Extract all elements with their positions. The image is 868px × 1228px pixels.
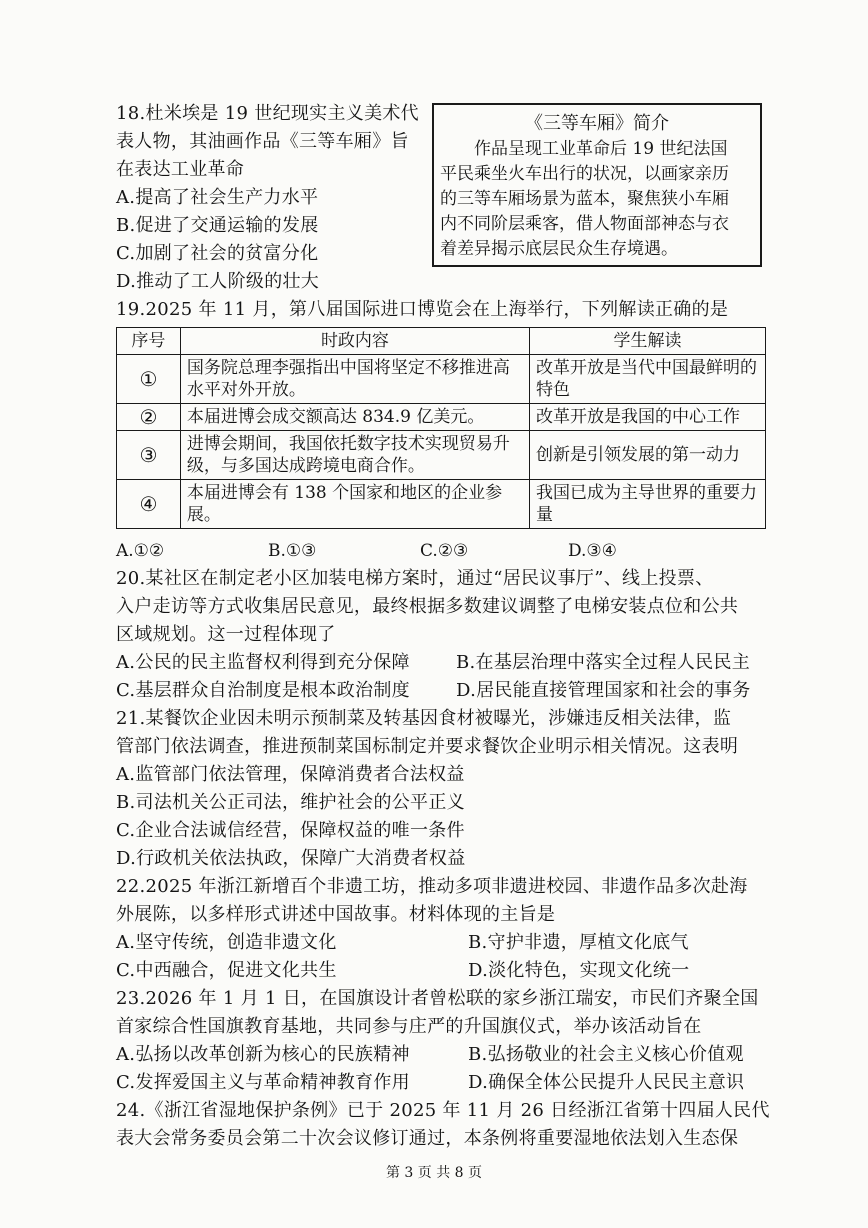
q20-option-b: B.在基层治理中落实全过程人民民主: [456, 652, 751, 673]
q23-stem-line-2: 首家综合性国旗教育基地，共同参与庄严的升国旗仪式，举办该活动旨在: [116, 1016, 702, 1037]
column-header-number: 序号: [117, 328, 181, 355]
q22-option-d: D.淡化特色，实现文化统一: [468, 960, 690, 981]
table-header-row: [117, 328, 766, 355]
row-number: ①: [117, 355, 181, 404]
row-number: ③: [117, 431, 181, 480]
q18-box-line-1: 作品呈现工业革命后 19 世纪法国: [440, 139, 728, 159]
q18-option-a: A.提高了社会生产力水平: [116, 187, 319, 208]
q18-option-c: C.加剧了社会的贫富分化: [116, 243, 319, 264]
q20-stem-line-3: 区域规划。这一过程体现了: [116, 624, 336, 645]
q21-option-b: B.司法机关公正司法，维护社会的公平正义: [116, 792, 465, 813]
q18-stem-line-3: 在表达工业革命: [116, 159, 245, 180]
q21-option-a: A.监管部门依法管理，保障消费者合法权益: [116, 764, 465, 785]
q20-option-d: D.居民能直接管理国家和社会的事务: [456, 680, 751, 701]
q23-stem-line-1: 23.2026 年 1 月 1 日，在国旗设计者曾松联的家乡浙江瑞安，市民们齐聚全国: [116, 988, 759, 1009]
q21-stem-line-1: 21.某餐饮企业因未明示预制菜及转基因食材被曝光，涉嫌违反相关法律，监: [116, 708, 732, 729]
table-row: [117, 480, 766, 529]
column-header-content: 时政内容: [180, 328, 529, 355]
q18-stem-line-1: 18.杜米埃是 19 世纪现实主义美术代: [116, 103, 419, 124]
q24-stem-line-2: 表大会常务委员会第二十次会议修订通过，本条例将重要湿地依法划入生态保: [116, 1128, 739, 1149]
q19-option-b: B.①③: [268, 541, 317, 561]
q20-stem-line-2: 入户走访等方式收集居民意见，最终根据多数建议调整了电梯安装点位和公共: [116, 596, 739, 617]
q20-option-a: A.公民的民主监督权利得到充分保障: [116, 652, 410, 673]
q21-option-c: C.企业合法诚信经营，保障权益的唯一条件: [116, 820, 465, 841]
row-number: ④: [117, 480, 181, 529]
q23-option-b: B.弘扬敬业的社会主义核心价值观: [468, 1044, 744, 1065]
page-footer: 第 3 页 共 8 页: [385, 1165, 483, 1181]
q22-option-b: B.守护非遗，厚植文化底气: [468, 932, 689, 953]
q18-box-line-4: 内不同阶层乘客，借人物面部神态与衣: [440, 214, 729, 234]
row-reading: 改革开放是我国的中心工作: [530, 404, 766, 431]
q23-option-c: C.发挥爱国主义与革命精神教育作用: [116, 1072, 410, 1093]
row-reading: 创新是引领发展的第一动力: [530, 431, 766, 480]
q19-stem: 19.2025 年 11 月，第八届国际进口博览会在上海举行，下列解读正确的是: [116, 299, 729, 320]
q18-stem-line-2: 表人物，其油画作品《三等车厢》旨: [116, 131, 409, 152]
q18-option-b: B.促进了交通运输的发展: [116, 215, 319, 236]
q21-stem-line-2: 管部门依法调查，推进预制菜国标制定并要求餐饮企业明示相关情况。这表明: [116, 736, 739, 757]
q18-box-line-5: 着差异揭示底层民众生存境遇。: [440, 239, 678, 259]
q18-box-line-3: 的三等车厢场景为蓝本，聚焦狭小车厢: [440, 189, 729, 209]
q20-stem-line-1: 20.某社区在制定老小区加装电梯方案时，通过“居民议事厅”、线上投票、: [116, 568, 714, 589]
row-reading: 我国已成为主导世界的重要力量: [530, 480, 766, 529]
q21-option-d: D.行政机关依法执政，保障广大消费者权益: [116, 848, 466, 869]
row-number: ②: [117, 404, 181, 431]
q19-table: [116, 327, 766, 529]
q22-option-c: C.中西融合，促进文化共生: [116, 960, 337, 981]
column-header-reading: 学生解读: [530, 328, 766, 355]
q23-option-a: A.弘扬以改革创新为核心的民族精神: [116, 1044, 410, 1065]
table-row: [117, 355, 766, 404]
table-row: [117, 404, 766, 431]
table-row: [117, 431, 766, 480]
q24-stem-line-1: 24.《浙江省湿地保护条例》已于 2025 年 11 月 26 日经浙江省第十四届人民代: [116, 1100, 770, 1121]
q18-intro-box: [432, 103, 762, 267]
row-content: 国务院总理李强指出中国将坚定不移推进高水平对外开放。: [180, 355, 529, 404]
q20-option-c: C.基层群众自治制度是根本政治制度: [116, 680, 410, 701]
q18-option-d: D.推动了工人阶级的壮大: [116, 271, 320, 292]
q22-stem-line-2: 外展陈，以多样形式讲述中国故事。材料体现的主旨是: [116, 904, 556, 925]
row-reading: 改革开放是当代中国最鲜明的特色: [530, 355, 766, 404]
q19-option-c: C.②③: [420, 541, 469, 561]
q23-option-d: D.确保全体公民提升人民民主意识: [468, 1072, 745, 1093]
row-content: 本届进博会有 138 个国家和地区的企业参展。: [180, 480, 529, 529]
q22-option-a: A.坚守传统，创造非遗文化: [116, 932, 337, 953]
q19-option-d: D.③④: [568, 541, 617, 561]
q18-box-title: 《三等车厢》简介: [525, 113, 669, 134]
q22-stem-line-1: 22.2025 年浙江新增百个非遗工坊，推动多项非遗进校园、非遗作品多次赴海: [116, 876, 748, 897]
q19-option-a: A.①②: [116, 541, 165, 561]
q18-box-line-2: 平民乘坐火车出行的状况，以画家亲历: [440, 164, 729, 184]
row-content: 本届进博会成交额高达 834.9 亿美元。: [180, 404, 529, 431]
row-content: 进博会期间，我国依托数字技术实现贸易升级，与多国达成跨境电商合作。: [180, 431, 529, 480]
